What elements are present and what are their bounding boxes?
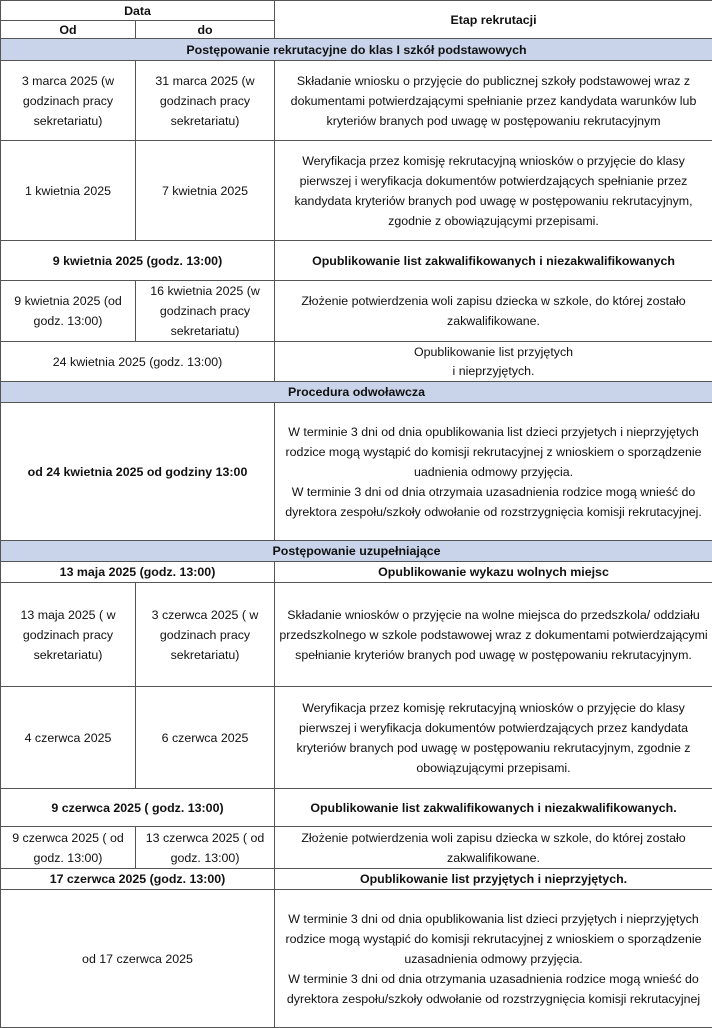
stage-paragraph: W terminie 3 dni od dnia otrzymaia uzasadnienia rodzice mogą wnieść do dyrektora zespołu/szkoły odwołanie od rozstrzygnięcia komisji rekrutacyjnej. (277, 482, 710, 522)
header-data: Data (1, 1, 275, 21)
section-header (1, 39, 712, 61)
date-to-cell: 13 czerwca 2025 ( od godz. 13:00) (136, 827, 275, 869)
stage-cell: Złożenie potwierdzenia woli zapisu dziecka w szkole, do której zostało zakwalifikowane. (275, 827, 712, 869)
table-row (1, 241, 712, 281)
stage-paragraph: W terminie 3 dni od dnia opublikowania list dzieci przyjetych i nieprzyjętych rodzice mogą wystąpić do komisji rekrutacyjnej z wnioskiem o sporządzenie uadnienia odmowy przyjęcia. (277, 422, 710, 482)
header-etap: Etap rekrutacji (275, 1, 712, 39)
table-row (1, 827, 712, 869)
date-to-cell: 16 kwietnia 2025 (w godzinach pracy sekretariatu) (136, 281, 275, 342)
table-row (1, 789, 712, 827)
date-cell: 17 czerwca 2025 (godz. 13:00) (1, 869, 275, 890)
table-header-row (1, 1, 712, 21)
stage-cell: Składanie wniosku o przyjęcie do publicznej szkoły podstawowej wraz z dokumentami potwierdzającymi spełnianie przez kandydata warunków lub kryteriów branych pod uwagę w postępowaniu rekrutacyjnym (275, 61, 712, 141)
date-from-cell: 3 marca 2025 (w godzinach pracy sekretariatu) (1, 61, 136, 141)
date-from-cell: 4 czerwca 2025 (1, 687, 136, 789)
stage-line: Opublikowanie list przyjętych (277, 343, 710, 362)
table-row (1, 583, 712, 687)
table-row (1, 141, 712, 241)
date-cell: 24 kwietnia 2025 (godz. 13:00) (1, 342, 275, 382)
table-row (1, 342, 712, 382)
stage-cell (275, 403, 712, 541)
date-from-cell: 9 czerwca 2025 ( od godz. 13:00) (1, 827, 136, 869)
section-header (1, 541, 712, 562)
header-do: do (136, 21, 275, 39)
header-od: Od (1, 21, 136, 39)
table-row (1, 562, 712, 583)
table-row (1, 869, 712, 890)
stage-cell: Opublikowanie list zakwalifikowanych i niezakwalifikowanych. (275, 789, 712, 827)
stage-cell: Opublikowanie list przyjętych i nieprzyjętych. (275, 869, 712, 890)
date-cell: od 24 kwietnia 2025 od godziny 13:00 (1, 403, 275, 541)
date-from-cell: 9 kwietnia 2025 (od godz. 13:00) (1, 281, 136, 342)
stage-cell: Weryfikacja przez komisję rekrutacyjną wniosków o przyjęcie do klasy pierwszej i weryfikacja dokumentów potwierdzających przez kandydata kryteriów branych pod uwagę w postępowaniu rekrutacyjnym, zgodnie z obowiązującymi przepisami. (275, 687, 712, 789)
stage-cell (275, 342, 712, 382)
stage-cell: Weryfikacja przez komisję rekrutacyjną wniosków o przyjęcie do klasy pierwszej i weryfikacja dokumentów potwierdzających spełnianie przez kandydata kryteriów branych pod uwagę w postępowaniu rekrutacyjnym, zgodnie z obowiązującymi przepisami. (275, 141, 712, 241)
section-title: Postępowanie uzupełniające (1, 541, 712, 562)
table-row (1, 281, 712, 342)
stage-paragraph: W terminie 3 dni od dnia otrzymania uzasadnienia rodzice mogą wnieść do dyrektora zespołu/szkoły odwołanie od rozstrzygnięcia komisji rekrutacyjnej (277, 969, 710, 1009)
section-title: Postępowanie rekrutacyjne do klas I szkół podstawowych (1, 39, 712, 61)
section-title: Procedura odwoławcza (1, 382, 712, 403)
stage-line: i nieprzyjętych. (277, 362, 710, 381)
stage-cell: Składanie wniosków o przyjęcie na wolne miejsca do przedszkola/ oddziału przedszkolnego w szkole podstawowej wraz z dokumentami potwierdzającymi spełnianie kryteriów branych pod uwagę w postępowaniu rekrutacyjnym. (275, 583, 712, 687)
stage-paragraph: W terminie 3 dni od dnia opublikowania list dzieci przyjętych i nieprzyjętych rodzice mogą wystąpić do komisji rekrutacyjnej z wnioskiem o sporządzenie uzasadnienia odmowy przyjęcia. (277, 909, 710, 969)
table-row (1, 61, 712, 141)
date-cell: 9 czerwca 2025 ( godz. 13:00) (1, 789, 275, 827)
table-row (1, 403, 712, 541)
date-cell: 13 maja 2025 (godz. 13:00) (1, 562, 275, 583)
date-cell: od 17 czerwca 2025 (1, 890, 275, 1028)
table-row (1, 687, 712, 789)
date-from-cell: 1 kwietnia 2025 (1, 141, 136, 241)
date-cell: 9 kwietnia 2025 (godz. 13:00) (1, 241, 275, 281)
stage-cell: Opublikowanie wykazu wolnych miejsc (275, 562, 712, 583)
stage-cell: Złożenie potwierdzenia woli zapisu dziecka w szkole, do której zostało zakwalifikowane. (275, 281, 712, 342)
table-row (1, 890, 712, 1028)
stage-cell: Opublikowanie list zakwalifikowanych i niezakwalifikowanych (275, 241, 712, 281)
date-to-cell: 6 czerwca 2025 (136, 687, 275, 789)
section-header (1, 382, 712, 403)
date-to-cell: 31 marca 2025 (w godzinach pracy sekretariatu) (136, 61, 275, 141)
stage-cell (275, 890, 712, 1028)
date-from-cell: 13 maja 2025 ( w godzinach pracy sekretariatu) (1, 583, 136, 687)
date-to-cell: 7 kwietnia 2025 (136, 141, 275, 241)
date-to-cell: 3 czerwca 2025 ( w godzinach pracy sekretariatu) (136, 583, 275, 687)
